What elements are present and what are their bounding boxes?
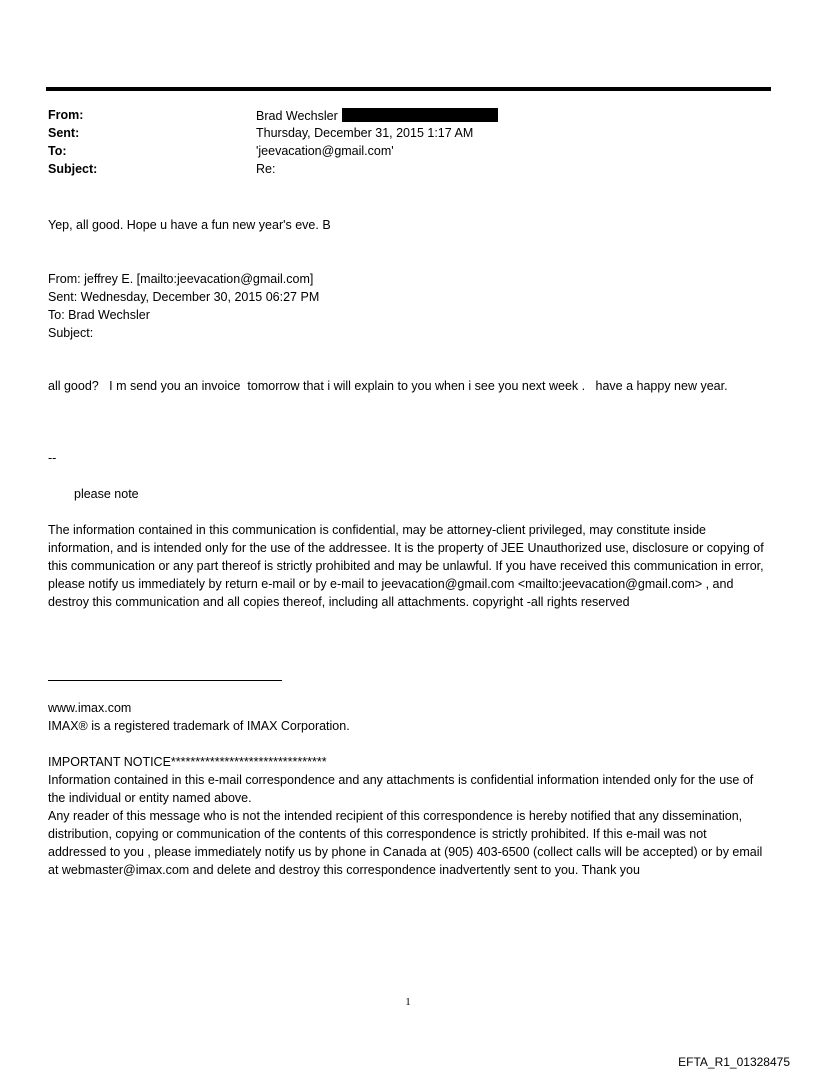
subject-value: Re: bbox=[256, 162, 276, 176]
notice-title: IMPORTANT NOTICE******************************** bbox=[48, 755, 327, 769]
footer-rule bbox=[48, 680, 282, 681]
to-label: To: bbox=[48, 144, 67, 158]
header-rule bbox=[46, 87, 771, 91]
reply-body: Yep, all good. Hope u have a fun new year's eve. B bbox=[48, 218, 331, 232]
confidentiality-disclaimer: The information contained in this communication is confidential, may be attorney-client privileged, may constitute inside information, and is intended only for the use of the addressee. It is the property of JEE Unauthorized use, disclosure or copying of this communication or any part thereof is strictly prohibited and may be unlawful. If you have received this communication in error, please notify us immediately by return e-mail or by e-mail to jeevacation@gmail.com <mailto:jeevacation@gmail.com> , and destroy this communication and all copies thereof, including all attachments. copyright -all rights reserved bbox=[48, 523, 768, 609]
notice-paragraph-1: Information contained in this e-mail correspondence and any attachments is confidential information intended only for the use of the individual or entity named above. bbox=[48, 773, 757, 805]
notice-paragraph-2: Any reader of this message who is not the intended recipient of this correspondence is hereby notified that any dissemination, distribution, copying or communication of the contents of this correspondence is strictly prohibited. If this e-mail was not addressed to you , please immediately notify us by phone in Canada at (905) 403-6500 (collect calls will be accepted) or by email at webmaster@imax.com and delete and destroy this correspondence inadvertently sent to you. Thank you bbox=[48, 809, 766, 877]
quoted-to: To: Brad Wechsler bbox=[48, 308, 150, 322]
sent-value: Thursday, December 31, 2015 1:17 AM bbox=[256, 126, 474, 140]
quoted-from: From: jeffrey E. [mailto:jeevacation@gmail.com] bbox=[48, 272, 314, 286]
quoted-body: all good? I m send you an invoice tomorrow that i will explain to you when i see you next week . have a happy new year. bbox=[48, 379, 728, 393]
quoted-sent: Sent: Wednesday, December 30, 2015 06:27 PM bbox=[48, 290, 320, 304]
from-name: Brad Wechsler bbox=[256, 109, 338, 123]
subject-label: Subject: bbox=[48, 162, 98, 176]
signature-dashes: -- bbox=[48, 451, 57, 465]
page-number: 1 bbox=[405, 996, 411, 1008]
quoted-subject: Subject: bbox=[48, 326, 94, 340]
bates-number: EFTA_R1_01328475 bbox=[678, 1055, 790, 1069]
to-value: 'jeevacation@gmail.com' bbox=[256, 144, 394, 158]
please-note: please note bbox=[74, 487, 139, 501]
imax-trademark: IMAX® is a registered trademark of IMAX Corporation. bbox=[48, 719, 350, 733]
sent-label: Sent: bbox=[48, 126, 80, 140]
redaction-box bbox=[342, 108, 498, 122]
imax-website: www.imax.com bbox=[48, 701, 132, 715]
from-label: From: bbox=[48, 108, 84, 122]
from-value bbox=[256, 108, 498, 123]
